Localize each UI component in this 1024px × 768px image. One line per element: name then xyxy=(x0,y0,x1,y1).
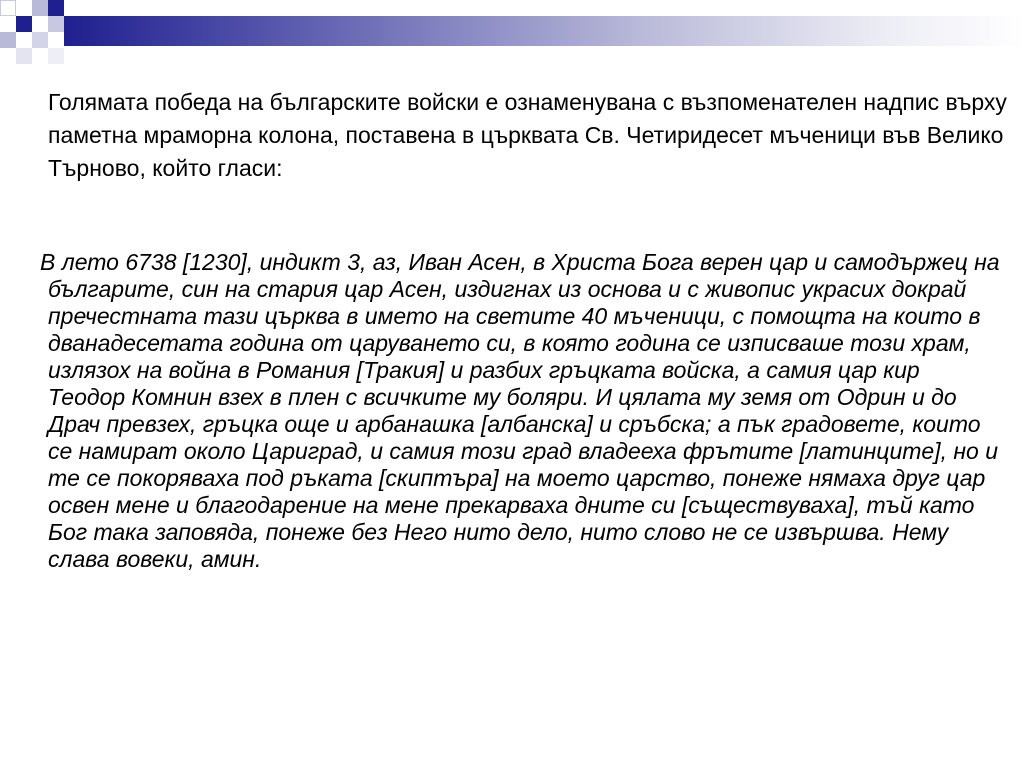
decor-square-light xyxy=(0,32,16,48)
decor-square-dark xyxy=(48,0,64,16)
decor-square-light xyxy=(32,0,48,16)
decor-square-dark xyxy=(16,16,32,32)
header-gradient-bar xyxy=(64,16,1024,46)
intro-paragraph: Голямата победа на българските войски е ознаменувана с възпоменателен надпис върху паметна мраморна колона, поставена в църквата Св. Четиридесет мъченици във Велико Търново, който гласи: xyxy=(48,89,1007,181)
slide-header-decoration xyxy=(0,0,1024,64)
decor-square-light xyxy=(32,32,48,48)
decor-square-faint xyxy=(48,48,64,64)
inscription-quote: В лето 6738 [1230], индикт 3, аз, Иван Асен, в Христа Бога верен цар и самодържец на българите, син на стария цар Асен, издигнах из основа и с живопис украсих докрай пречестната тази църква в името на светите 40 мъченици, с помощта на които в дванадесетата година от царуването си, в която година се изписваше този храм, излязох на война в Романия [Тракия] и разбих гръцката войска, а самия цар кир Теодор Комнин взех в плен с всичките му боляри. И цялата му земя от Одрин и до Драч превзех, гръцка още и арбанашка [албанска] и сръбска; а пък градовете, които се намират около Цариград, и самия този град владееха фрътите [латинците], но и те се покоряваха под ръката [скиптъра] на моето царство, понеже нямаха друг цар освен мене и благодарение на мене прекарваха дните си [съществуваха], тъй като Бог така заповяда, понеже без Него нито дело, нито слово не се извършва. Нему слава вовеки, амин. xyxy=(40,249,1000,572)
decor-square-faint xyxy=(16,48,32,64)
decor-square-light xyxy=(48,16,64,32)
decor-square-top-left xyxy=(0,0,16,16)
